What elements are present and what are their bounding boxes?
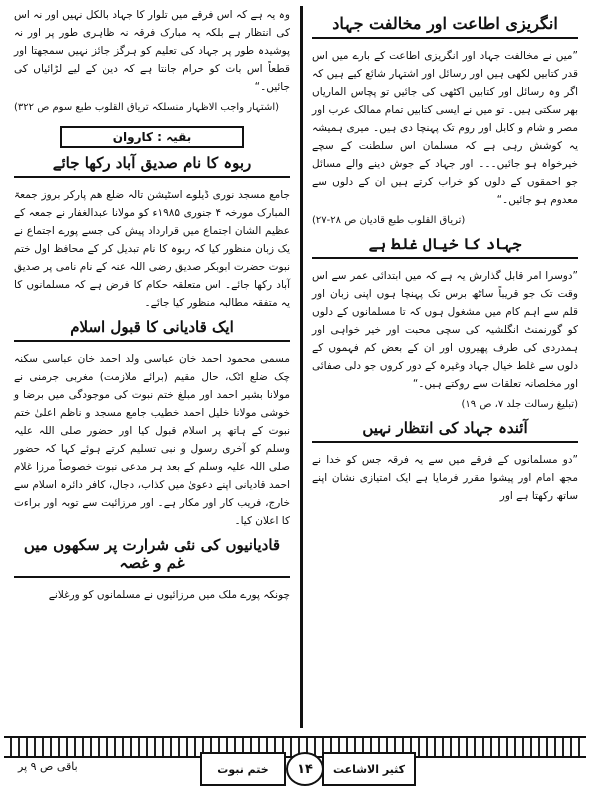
footer-continued-note: باقی ص ۹ پر: [18, 760, 78, 773]
left-section3-heading: قادیانیوں کی نئی شرارت پر سکھوں میں غم و غصہ: [14, 536, 290, 578]
right-column: [312, 8, 578, 509]
footer-publication: ختم نبوت: [200, 752, 286, 786]
left-continuation-body: وہ یہ ہے کہ اس فرقے میں تلوار کا جہاد بالکل نہیں اور نہ اس کی انتظار ہے بلکہ یہ مبارک فرقہ نہ ظاہری طور پر اور نہ پوشیدہ طور پر جہاد کی تعلیم کو ہرگز جائز نہیں سمجھتا اور قطعاً اس بات کو حرام جانتا ہے کہ دین کے لیے لڑائیاں کی جائیں۔“: [14, 9, 290, 93]
right-section1-reference: (تریاق القلوب طبع قادیان ص ۲۸-۲۷): [312, 215, 466, 226]
left-column: [14, 6, 290, 608]
footer-page-number: ۱۴: [286, 752, 324, 786]
section-box-label: بقیہ : کاروان: [60, 126, 244, 148]
right-section2-heading: جہاد کا خیال غلط ہے: [312, 235, 578, 259]
left-section1-body: جامع مسجد نوری ڈیلوے اسٹیشن تالہ ضلع ھم پارکر بروز جمعۃ المبارک مورخہ ۴ جنوری ۱۹۸۵ء کو مولانا عبدالغفار نے جمعہ کے عظیم الشان اجتماع میں قرارداد پیش کی جسے پورے اجتماع نے یک زبان منظور کیا کہ ربوہ کا نام تبدیل کر کے محافظ اول ختم نبوت حضرت ابوبکر صدیق رضی اللہ عنہ کے نام نامی پر صدیق آباد رکھا جائے۔ اس متعلقہ حکام کا فرض ہے کہ مسلمانوں کا یہ متفقہ مطالبہ منظور کیا جائے۔: [14, 189, 290, 309]
left-section1-heading: ربوہ کا نام صدیق آباد رکھا جائے: [14, 154, 290, 178]
column-divider: [300, 6, 303, 728]
footer-magazine-name: کثیر الاشاعت: [322, 752, 416, 786]
left-section2-heading: ایک قادیانی کا قبول اسلام: [14, 318, 290, 342]
left-continuation-reference: (اشتہار واجب الاظہار منسلکہ تریاق القلوب طبع سوم ص ۳۲۲): [14, 102, 280, 113]
right-section2-reference: (تبلیغ رسالت جلد ۷، ص ۱۹): [461, 399, 578, 410]
right-section1-heading: انگریزی اطاعت اور مخالفت جہاد: [312, 14, 578, 39]
right-section1-body: ”میں نے مخالفت جہاد اور انگریزی اطاعت کے بارے میں اس قدر کتابیں لکھی ہیں اور رسائل اور اشتہار شائع کیے ہیں کہ اگر وہ رسائل اور کتابیں اکٹھی کی جائیں تو پچاس الماریاں بھر سکتی ہیں۔ تو میں نے ایسی کتابیں تمام ممالک عرب اور مصر و شام و کابل اور روم تک پہنچا دی ہیں۔ میری ہمیشہ یہ کوشش رہی ہے کہ مسلمان اس سلطنت کے سچے خیرخواہ ہو جائیں۔۔۔ اور جہاد کے جوش دینے والے مسائل جو احمقوں کے دلوں کو خراب کرتے ہیں ان کے دلوں سے معدوم ہو جائیں۔“: [312, 50, 578, 206]
right-section2-body: ”دوسرا امر قابل گذارش یہ ہے کہ میں ابتدائی عمر سے اس وقت تک جو قریباً ساٹھ برس تک پہنچا ہوں اپنی زبان اور قلم سے اہم کام میں مشغول ہوں کہ تا مسلمانوں کے دلوں کو گورنمنٹ انگلشیہ کی سچی محبت اور خیر خواہی اور ہمدردی کی طرف پھیروں اور ان کے بعض کم فہموں کے دلوں سے غلط خیال جہاد وغیرہ کے دور کروں جو دلی صفائی اور مخلصانہ تعلقات سے روکتے ہیں۔“: [312, 270, 578, 390]
right-section3-heading: آئندہ جہاد کی انتظار نہیں: [312, 419, 578, 443]
right-section3-body: ”دو مسلمانوں کے فرقے میں سے یہ فرقہ جس کو خدا نے مجھ امام اور پیشوا مقرر فرمایا ہے ایک امتیازی نشان اپنے ساتھ رکھتا ہے اور: [312, 454, 578, 502]
left-section2-body: مسمی محمود احمد خان عباسی ولد احمد خان عباسی سکنہ چک ضلع اٹک، حال مقیم (برائے ملازمت) مغربی جرمنی نے مولانا بشیر احمد اور مبلغ ختم نبوت کی موجودگی میں برضا و خوشی مولانا خلیل احمد خطیب جامع مسجد و ناظم اعلیٰ ختم نبوت کے ہاتھ پر اسلام قبول کیا اور حضور صلی اللہ علیہ وسلم کو آخری رسول و نبی تسلیم کرتے ہوئے کہا کہ حضور صلی اللہ علیہ وسلم کے بعد ہر مدعی نبوت خصوصاً مرزا غلام احمد قادیانی اپنے دعویٰ میں کذاب، دجال، کافر دائرہ اسلام سے خارج، فریب کار اور مکار ہے۔ اور مرزائیت سے توبہ اور براءت کا اعلان کیا۔: [14, 353, 290, 527]
left-section3-body: چونکہ پورے ملک میں مرزائیوں نے مسلمانوں کو ورغلانے: [48, 589, 290, 601]
